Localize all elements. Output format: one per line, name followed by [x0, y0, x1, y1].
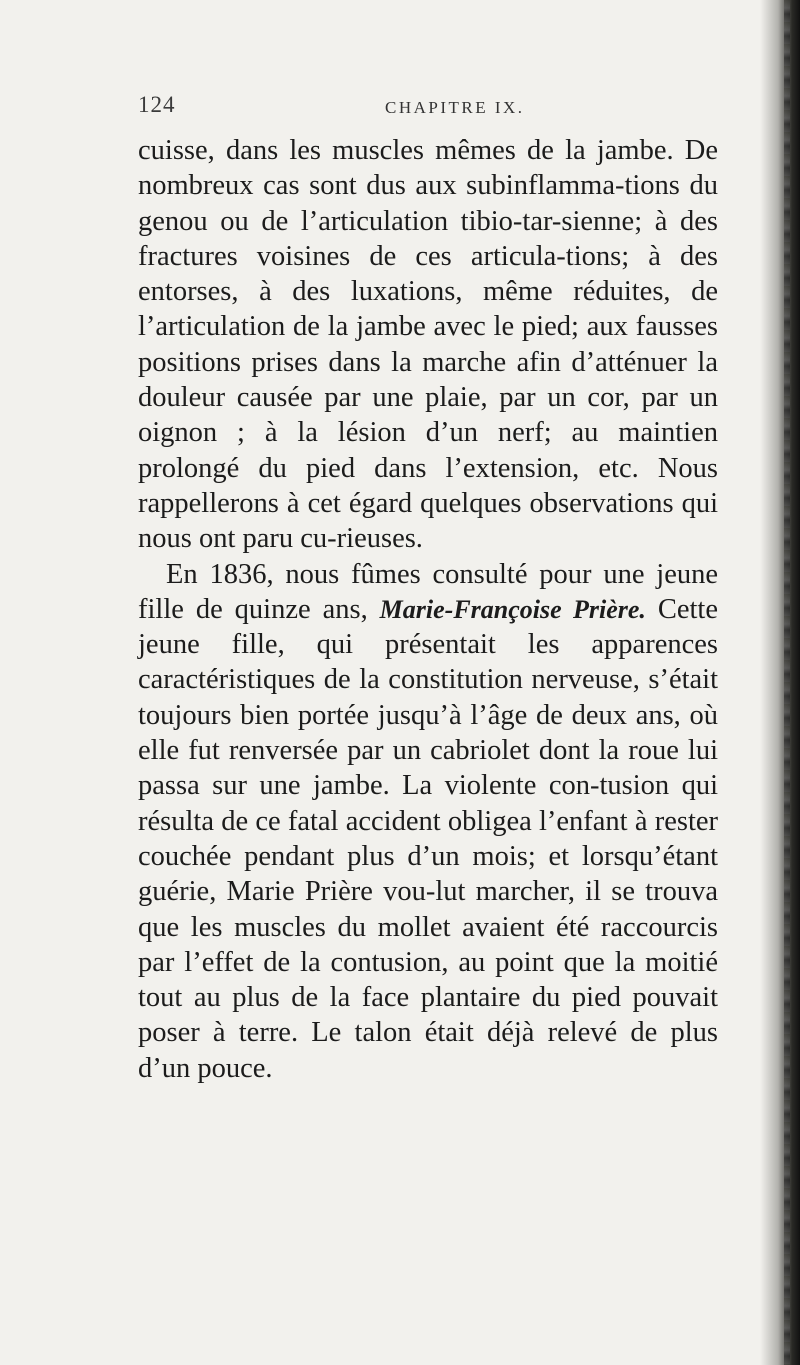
paragraph-2 — [138, 557, 718, 1086]
body-text — [138, 133, 718, 1086]
page-header — [120, 92, 740, 122]
page-edge-shadow — [760, 0, 800, 1365]
paragraph-1: cuisse, dans les muscles mêmes de la jambe. De nombreux cas sont dus aux subinflamma-tions du genou ou de l’articulation tibio-tar-sienne; à des fractures voisines de ces articula-tions; à des entorses, à des luxations, même réduites, de l’articulation de la jambe avec le pied; aux fausses positions prises dans la marche afin d’atténuer la douleur causée par une plaie, par un cor, par un oignon ; à la lésion d’un nerf; au maintien prolongé du pied dans l’extension, etc. Nous rappellerons à cet égard quelques observations qui nous ont paru cu-rieuses. — [138, 135, 718, 555]
patient-name: Marie-Françoise Prière. — [379, 594, 646, 624]
page-edge-band — [784, 0, 790, 1365]
paragraph-2-rest: Cette jeune fille, qui présentait les apparences caractéristiques de la constitution nerveuse, s’était toujours bien portée jusqu’à l’âge de deux ans, où elle fut renversée par un cabriolet dont la roue lui passa sur une jambe. La violente con-tusion qui résulta de ce fatal accident obligea l’enfant à rester couchée pendant plus d’un mois; et lorsqu’étant guérie, Marie Prière vou-lut marcher, il se trouva que les muscles du mollet avaient été raccourcis par l’effet de la contusion, au point que la moitié tout au plus de la face plantaire du pied pouvait poser à terre. Le talon était déjà relevé de plus d’un pouce. — [138, 593, 718, 1084]
running-title: CHAPITRE IX. — [385, 98, 525, 117]
paragraph-2-start: En 1836, nous fûmes consulté pour une jeune fille de quinze ans, — [138, 558, 718, 625]
page-number: 124 — [138, 92, 176, 117]
